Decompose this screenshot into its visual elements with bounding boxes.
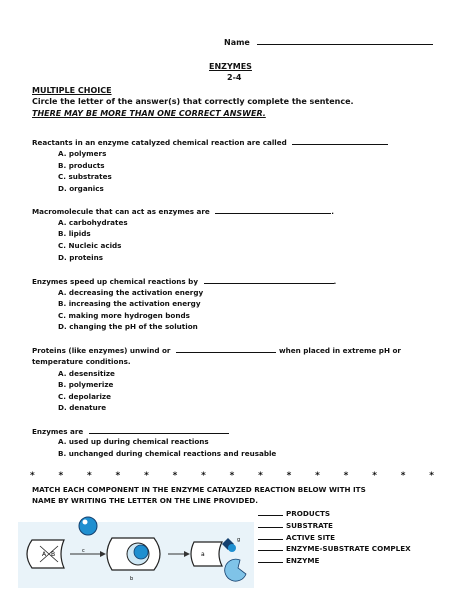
question-3-option-d[interactable]: D. changing the pH of the solution bbox=[58, 322, 198, 331]
match-item-complex[interactable]: ENZYME-SUBSTRATE COMPLEX bbox=[258, 543, 411, 553]
question-3-option-b[interactable]: B. increasing the activation energy bbox=[58, 299, 201, 308]
answer-blank[interactable] bbox=[204, 276, 334, 284]
question-2-option-b[interactable]: B. lipids bbox=[58, 229, 91, 238]
question-4-stem: Proteins (like enzymes) unwind or when placed in extreme pH or bbox=[32, 346, 401, 355]
label-a: A bbox=[42, 551, 47, 558]
answer-blank[interactable] bbox=[89, 426, 229, 434]
question-1-option-a[interactable]: A. polymers bbox=[58, 149, 107, 158]
question-2-stem: Macromolecule that can act as enzymes are . bbox=[32, 207, 335, 216]
question-5-stem: Enzymes are bbox=[32, 426, 229, 436]
question-4-option-a[interactable]: A. desensitize bbox=[58, 369, 115, 378]
question-5-option-a[interactable]: A. used up during chemical reactions bbox=[58, 437, 209, 446]
question-5-option-b[interactable]: B. unchanged during chemical reactions and reusable bbox=[58, 449, 277, 458]
instruction-line: Circle the letter of the answer(s) that correctly complete the sentence. bbox=[32, 97, 354, 106]
label-b: B bbox=[51, 551, 56, 558]
page-title: ENZYMES bbox=[209, 62, 252, 71]
question-1-option-c[interactable]: C. substrates bbox=[58, 172, 112, 181]
match-item-enzyme[interactable]: ENZYME bbox=[258, 555, 319, 565]
matching-instruction: MATCH EACH COMPONENT IN THE ENZYME CATALYZED REACTION BELOW WITH ITS bbox=[32, 485, 366, 494]
question-3-stem: Enzymes speed up chemical reactions by . bbox=[32, 277, 337, 286]
name-label: Name bbox=[224, 37, 433, 47]
name-line[interactable] bbox=[257, 37, 433, 45]
question-4-option-c[interactable]: C. depolarize bbox=[58, 392, 111, 401]
enzyme-reaction-diagram bbox=[18, 508, 254, 592]
answer-blank[interactable] bbox=[292, 137, 388, 145]
question-4-stem-line2: temperature conditions. bbox=[32, 357, 131, 366]
question-3-option-a[interactable]: A. decreasing the activation energy bbox=[58, 288, 204, 297]
question-2-option-d[interactable]: D. proteins bbox=[58, 253, 103, 262]
label-g: g bbox=[237, 537, 241, 543]
label-a-right: a bbox=[201, 551, 205, 558]
match-item-active-site[interactable]: ACTIVE SITE bbox=[258, 532, 335, 542]
separator-stars: * * * * * * * * * * * * * * * bbox=[30, 471, 434, 481]
question-4-option-b[interactable]: B. polymerize bbox=[58, 380, 114, 389]
match-item-substrate[interactable]: SUBSTRATE bbox=[258, 520, 333, 530]
section-heading: MULTIPLE CHOICE bbox=[32, 86, 112, 95]
question-4-option-d[interactable]: D. denature bbox=[58, 403, 107, 412]
substrate-highlight bbox=[83, 520, 88, 525]
answer-blank[interactable] bbox=[215, 206, 331, 214]
instruction-warning: THERE MAY BE MORE THAN ONE CORRECT ANSWER. bbox=[32, 109, 266, 118]
matching-instruction-line2: NAME BY WRITING THE LETTER ON THE LINE PROVIDED. bbox=[32, 496, 258, 505]
product-shape bbox=[228, 544, 236, 552]
enzyme-shape bbox=[191, 542, 222, 566]
question-1-option-d[interactable]: D. organics bbox=[58, 184, 104, 193]
substrate-shape bbox=[79, 517, 97, 535]
question-2-option-c[interactable]: C. Nucleic acids bbox=[58, 241, 122, 250]
label-c: c bbox=[82, 548, 85, 554]
answer-blank[interactable] bbox=[176, 345, 276, 353]
page-subtitle: 2-4 bbox=[227, 73, 242, 82]
label-b-lower: b bbox=[130, 576, 134, 582]
question-1-option-b[interactable]: B. products bbox=[58, 161, 105, 170]
match-item-products[interactable]: PRODUCTS bbox=[258, 508, 330, 518]
question-2-option-a[interactable]: A. carbohydrates bbox=[58, 218, 128, 227]
complex-substrate bbox=[134, 545, 148, 559]
question-1-stem: Reactants in an enzyme catalyzed chemical reaction are called bbox=[32, 137, 388, 147]
question-3-option-c[interactable]: C. making more hydrogen bonds bbox=[58, 311, 190, 320]
